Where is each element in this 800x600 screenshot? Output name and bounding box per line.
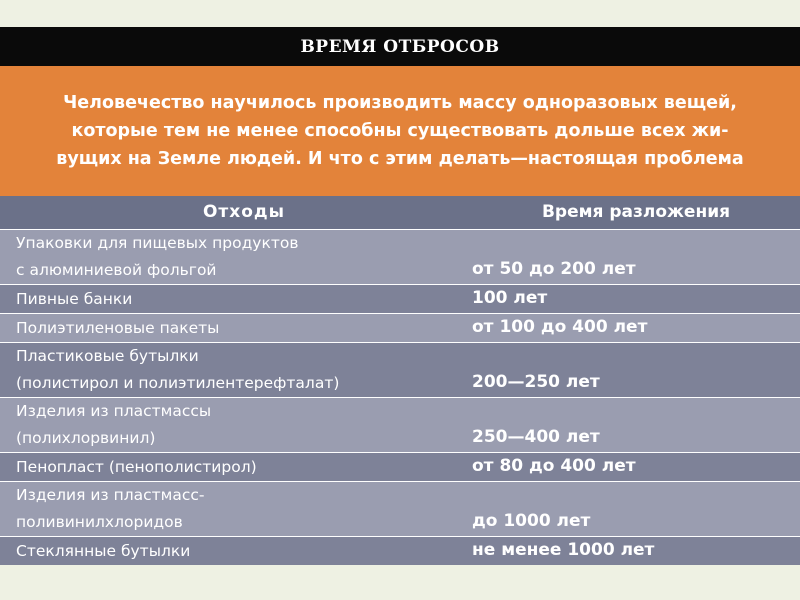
intro-banner <box>0 66 800 196</box>
waste-cell <box>0 285 472 313</box>
waste-line: Пластиковые бутылки <box>16 347 199 365</box>
intro-text: Человечество научилось производить массу одноразовых вещей, которые тем не менее способны существовать дольше всех жи- вущих на Земле людей. И что с этим делать—настоящая проблема <box>56 93 744 169</box>
header-waste: Отходы <box>202 202 286 222</box>
waste-decomposition-infographic <box>0 27 800 575</box>
waste-line: Изделия из пластмассы <box>16 402 212 420</box>
waste-line: Полиэтиленовые пакеты <box>16 318 220 337</box>
time-cell: 100 лет <box>472 288 548 308</box>
waste-cell <box>0 398 472 452</box>
waste-line: (полихлорвинил) <box>16 429 156 447</box>
time-cell: не менее 1000 лет <box>472 540 655 560</box>
page-title <box>0 27 800 66</box>
table-row <box>0 284 800 313</box>
time-cell: 250—400 лет <box>472 427 600 447</box>
table-row <box>0 229 800 284</box>
table-body <box>0 229 800 565</box>
waste-cell <box>0 314 472 342</box>
waste-cell <box>0 482 472 536</box>
table-row <box>0 397 800 452</box>
title-text: ВРЕМЯ ОТБРОСОВ <box>300 36 500 57</box>
waste-line: с алюминиевой фольгой <box>16 261 217 279</box>
waste-line: Стеклянные бутылки <box>16 541 191 560</box>
decomposition-table <box>0 196 800 565</box>
time-cell: до 1000 лет <box>472 511 591 531</box>
time-cell: от 50 до 200 лет <box>472 259 636 279</box>
time-cell: от 100 до 400 лет <box>472 317 648 337</box>
waste-cell <box>0 343 472 397</box>
header-time: Время разложения <box>541 202 731 222</box>
waste-line: (полистирол и полиэтилентерефталат) <box>16 374 340 392</box>
table-row <box>0 342 800 397</box>
waste-cell <box>0 230 472 284</box>
waste-line: Пивные банки <box>16 289 133 308</box>
table-header-row <box>0 196 800 229</box>
waste-cell <box>0 537 472 565</box>
table-row <box>0 452 800 481</box>
waste-cell <box>0 453 472 481</box>
time-cell: 200—250 лет <box>472 372 600 392</box>
table-row <box>0 313 800 342</box>
table-row <box>0 481 800 536</box>
waste-line: Упаковки для пищевых продуктов <box>16 234 299 252</box>
time-cell: от 80 до 400 лет <box>472 456 636 476</box>
waste-line: Изделия из пластмасс- <box>16 486 205 504</box>
table-row <box>0 536 800 565</box>
waste-line: Пенопласт (пенополистирол) <box>16 457 257 476</box>
waste-line: поливинилхлоридов <box>16 513 183 531</box>
